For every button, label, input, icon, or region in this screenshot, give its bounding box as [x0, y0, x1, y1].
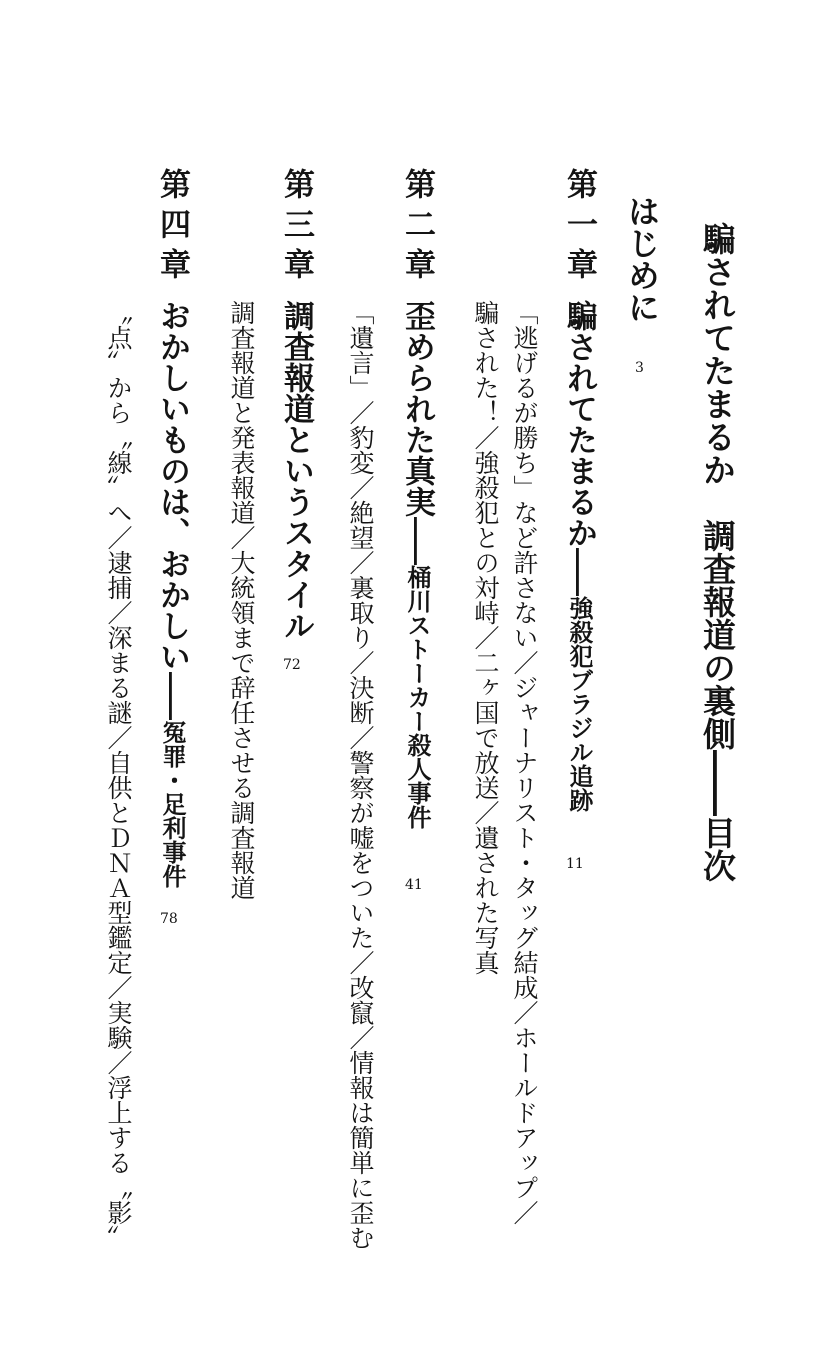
chapter-3-contents-line-1: 調査報道と発表報道／大統領まで辞任させる調査報道	[227, 300, 256, 900]
chapter-1-title	[561, 300, 597, 812]
chapter-4-number: 第四章	[154, 168, 190, 288]
chapter-1-subtitle: ――強殺犯ブラジル追跡	[565, 548, 594, 812]
chapter-4-title	[154, 300, 190, 888]
chapter-1-page-number: 11	[566, 856, 584, 872]
chapter-3-number: 第三章	[278, 168, 314, 288]
preface-page-number: 3	[635, 360, 644, 376]
chapter-3-title-main: 調査報道というスタイル	[278, 300, 314, 641]
chapter-1-contents-line-2: 騙された！／強殺犯との対峙／二ヶ国で放送／遺された写真	[471, 300, 500, 975]
chapter-3-page-number: 72	[283, 657, 301, 673]
chapter-2-title	[399, 300, 435, 829]
chapter-4-contents-line-1: 〝点〟から〝線〟へ／逮捕／深まる謎／自供とＤＮＡ型鑑定／実験／浮上する〝影〟	[104, 300, 133, 1250]
chapter-2-number: 第二章	[399, 168, 435, 288]
chapter-4-page-number: 78	[160, 911, 178, 927]
chapter-2-page-number: 41	[405, 877, 423, 893]
chapter-1-title-main: 騙されてたまるか	[561, 300, 597, 548]
chapter-2-subtitle: ――桶川ストーカー殺人事件	[403, 517, 432, 829]
chapter-4-subtitle: ――冤罪・足利事件	[158, 672, 187, 888]
chapter-1-contents-line-1: 「逃げるが勝ち」など許さない／ジャーナリスト・タッグ結成／ホールドアップ／	[510, 300, 539, 1225]
chapter-2-contents-line-1: 「遺言」／豹変／絶望／裏取り／決断／警察が嘘をついた／改竄／情報は簡単に歪む	[346, 300, 375, 1250]
chapter-4-title-main: おかしいものは、おかしい	[154, 300, 190, 672]
chapter-2-title-main: 歪められた真実	[399, 300, 435, 517]
preface-label: はじめに	[623, 195, 661, 323]
chapter-1-number: 第一章	[561, 168, 597, 288]
toc-title: 騙されてたまるか 調査報道の裏側――目次	[698, 222, 737, 882]
chapter-3-title	[278, 300, 314, 641]
